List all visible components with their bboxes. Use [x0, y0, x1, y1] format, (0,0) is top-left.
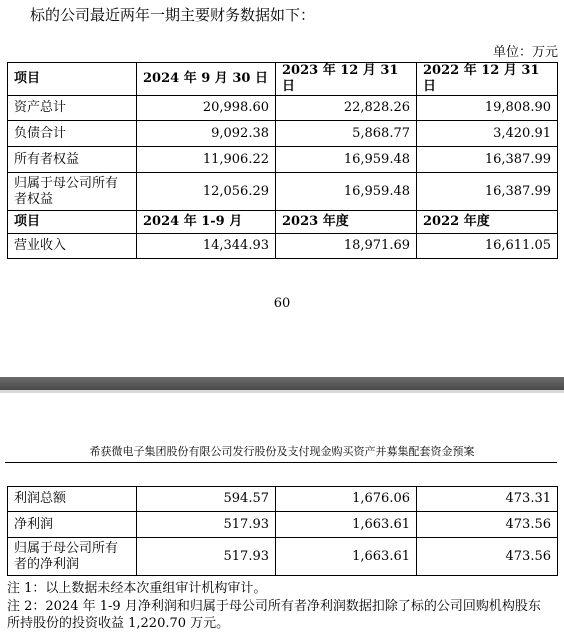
intro-text: 标的公司最近两年一期主要财务数据如下：	[30, 6, 316, 24]
footnote-2-line-1: 注 2：2024 年 1-9 月净利润和归属于母公司所有者净利润数据扣除了标的公司回购机构股东	[7, 599, 541, 614]
cell-value: 517.93	[137, 538, 276, 576]
cell-value: 14,344.93	[137, 234, 276, 259]
footnote-2-line-2: 所持股份的投资收益 1,220.70 万元。	[7, 616, 230, 631]
cell-value: 19,808.90	[417, 96, 558, 121]
table-row	[8, 96, 558, 121]
table-row	[8, 538, 558, 576]
header-cell-item: 项目	[8, 211, 137, 234]
cell-value: 12,056.29	[137, 173, 276, 211]
cell-value: 473.31	[417, 487, 558, 512]
header-cell-2022-year: 2022 年度	[417, 211, 558, 234]
footnote-1: 注 1：以上数据未经本次重组审计机构审计。	[7, 581, 267, 596]
cell-value: 1,663.61	[276, 512, 417, 538]
cell-value: 22,828.26	[276, 96, 417, 121]
page-break-shadow	[0, 390, 564, 393]
cell-value: 16,387.99	[417, 173, 558, 211]
financial-table-part2	[7, 486, 558, 576]
cell-value: 9,092.38	[137, 121, 276, 147]
table-row	[8, 512, 558, 538]
cell-value: 1,663.61	[276, 538, 417, 576]
cell-value: 16,611.05	[417, 234, 558, 259]
row-label: 营业收入	[8, 234, 137, 259]
row-label: 归属于母公司所有者权益	[8, 173, 137, 211]
row-label: 归属于母公司所有者的净利润	[8, 538, 137, 576]
cell-value: 16,387.99	[417, 147, 558, 173]
financial-table-part1	[7, 62, 558, 259]
unit-label: 单位：万元	[492, 45, 558, 60]
running-header: 希获微电子集团股份有限公司发行股份及支付现金购买资产并募集配套资金预案	[89, 445, 475, 458]
header-cell-2022-dec: 2022 年 12 月 31 日	[417, 63, 558, 96]
cell-value: 16,959.48	[276, 173, 417, 211]
row-label: 所有者权益	[8, 147, 137, 173]
table-row	[8, 487, 558, 512]
cell-value: 473.56	[417, 512, 558, 538]
cell-value: 517.93	[137, 512, 276, 538]
header-cell-2023-year: 2023 年度	[276, 211, 417, 234]
cell-value: 3,420.91	[417, 121, 558, 147]
cell-value: 16,959.48	[276, 147, 417, 173]
table-row	[8, 173, 558, 211]
table-row	[8, 234, 558, 259]
cell-value: 5,868.77	[276, 121, 417, 147]
cell-value: 20,998.60	[137, 96, 276, 121]
page-number: 60	[273, 296, 291, 311]
cell-value: 473.56	[417, 538, 558, 576]
header-cell-2023-dec: 2023 年 12 月 31 日	[276, 63, 417, 96]
header-cell-2024-ytd: 2024 年 1-9 月	[137, 211, 276, 234]
table-row	[8, 147, 558, 173]
header-cell-2024-sep: 2024 年 9 月 30 日	[137, 63, 276, 96]
table-header-row-2	[8, 211, 558, 234]
cell-value: 594.57	[137, 487, 276, 512]
cell-value: 1,676.06	[276, 487, 417, 512]
table-header-row	[8, 63, 558, 96]
row-label: 负债合计	[8, 121, 137, 147]
row-label: 资产总计	[8, 96, 137, 121]
cell-value: 18,971.69	[276, 234, 417, 259]
page-break-band	[0, 377, 564, 390]
cell-value: 11,906.22	[137, 147, 276, 173]
header-rule	[5, 462, 557, 463]
row-label: 利润总额	[8, 487, 137, 512]
header-cell-item: 项目	[8, 63, 137, 96]
table-row	[8, 121, 558, 147]
row-label: 净利润	[8, 512, 137, 538]
